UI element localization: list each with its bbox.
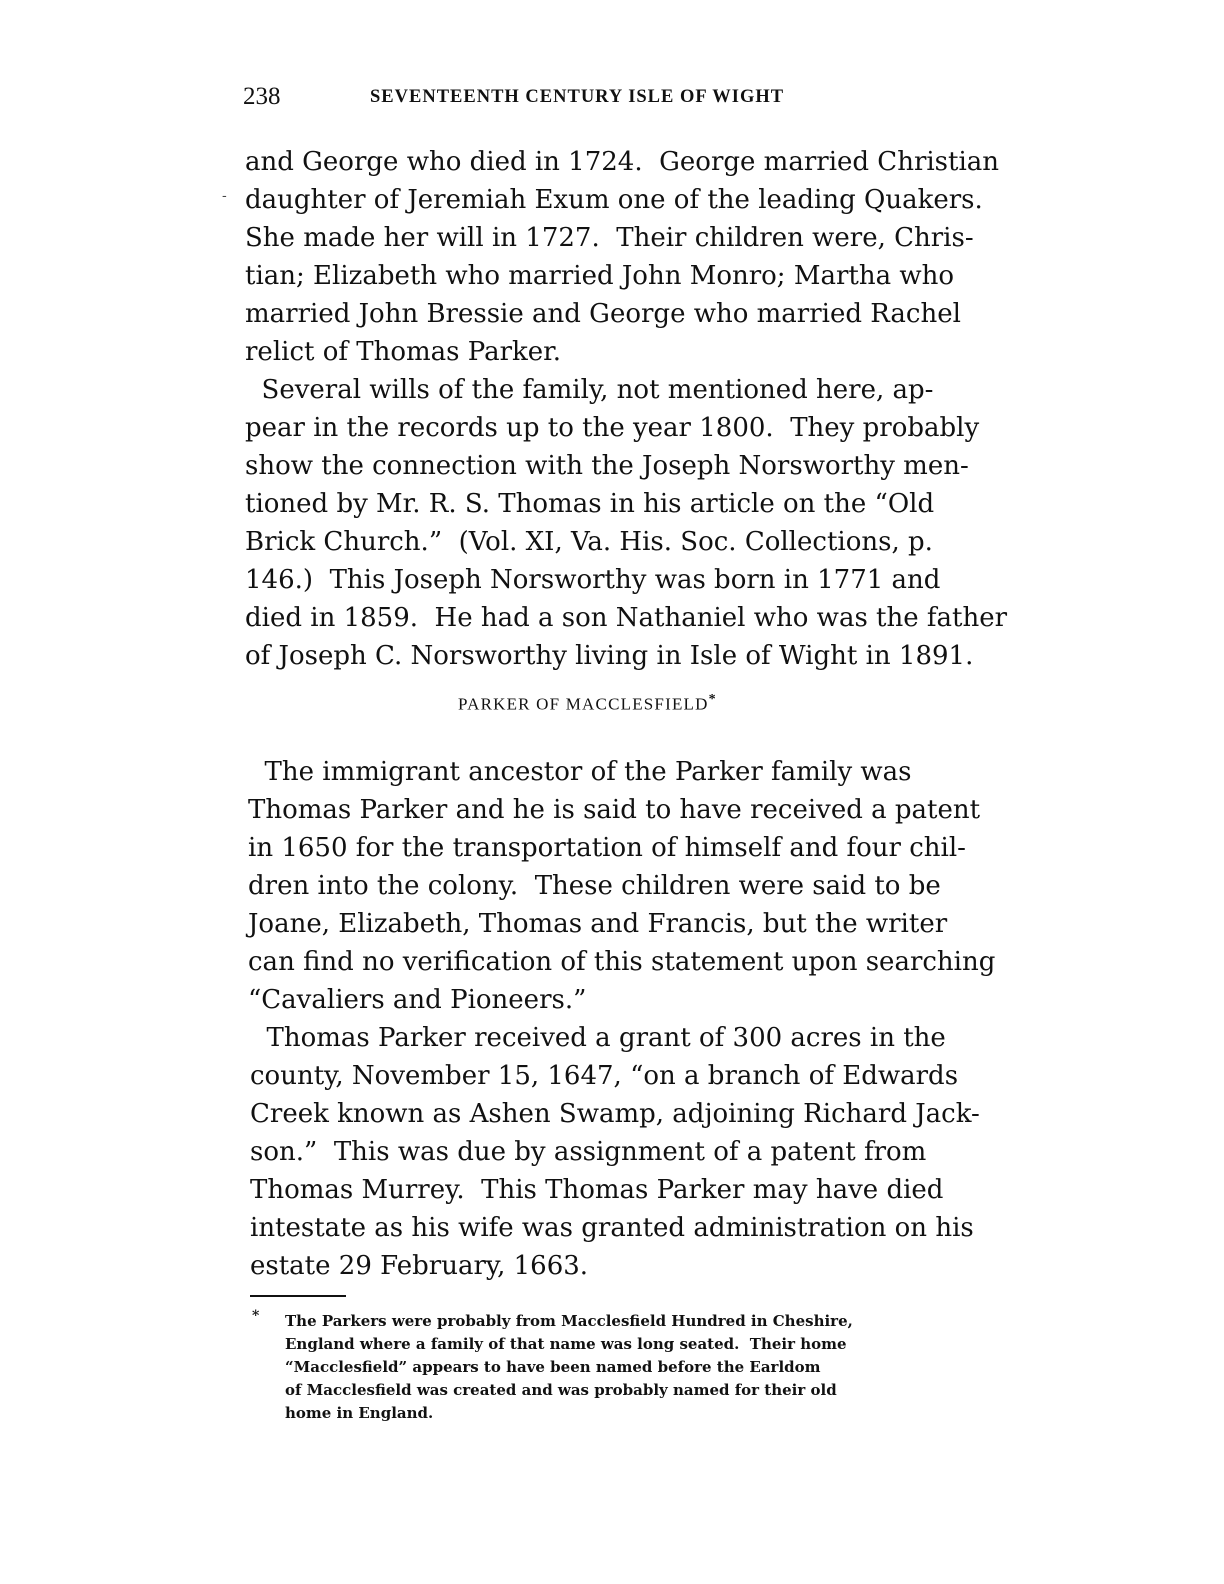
footnote-marker: * [252, 1308, 260, 1324]
page-header [243, 80, 923, 114]
paragraph-immigrant-ancestor: The immigrant ancestor of the Parker family was Thomas Parker and he is said to have received a patent in 1650 for the transportation of himself and four chil- dren into the colony. These children were said to be Joane, Elizabeth, Thomas and Francis, but the writer can find no verification of this statement upon searching “Cavaliers and Pioneers.” [248, 757, 996, 1015]
footnote-divider [250, 1295, 346, 1297]
page-number: 238 [243, 83, 281, 110]
margin-mark: - [222, 188, 227, 204]
section-heading-text: PARKER OF MACCLESFIELD [458, 694, 709, 714]
section-heading [458, 688, 717, 717]
paragraph-norsworthy-family: and George who died in 1724. George married Christian daughter of Jeremiah Exum one of the leading Quakers. She made her will in 1727. Their children were, Chris- tian; Elizabeth who married John Monro; Martha who married John Bressie and George who married Rachel relict of Thomas Parker. [245, 147, 1000, 367]
footnote-reference: * [708, 692, 717, 707]
footnote-text: The Parkers were probably from Macclesfield Hundred in Cheshire, England where a family of that name was long seated. Their home “Macclesfield” appears to have been named before the Earldom of Macclesfield was created and was probably named for their old home in England. [285, 1312, 853, 1422]
paragraph-several-wills: Several wills of the family, not mentioned here, ap- pear in the records up to the year 1800. They probably show the connection with the Joseph Norsworthy men- tioned by Mr. R. S. Thomas in his article on the “Old Brick Church.” (Vol. XI, Va. His. Soc. Collections, p. 146.) This Joseph Norsworthy was born in 1771 and died in 1859. He had a son Nathaniel who was the father of Joseph C. Norsworthy living in Isle of Wight in 1891. [245, 375, 1008, 671]
paragraph-thomas-parker-grant: Thomas Parker received a grant of 300 acres in the county, November 15, 1647, “on a branch of Edwards Creek known as Ashen Swamp, adjoining Richard Jack- son.” This was due by assignment of a patent from Thomas Murrey. This Thomas Parker may have died intestate as his wife was granted administration on his estate 29 February, 1663. [250, 1023, 980, 1281]
running-head: SEVENTEENTH CENTURY ISLE OF WIGHT [370, 87, 785, 107]
